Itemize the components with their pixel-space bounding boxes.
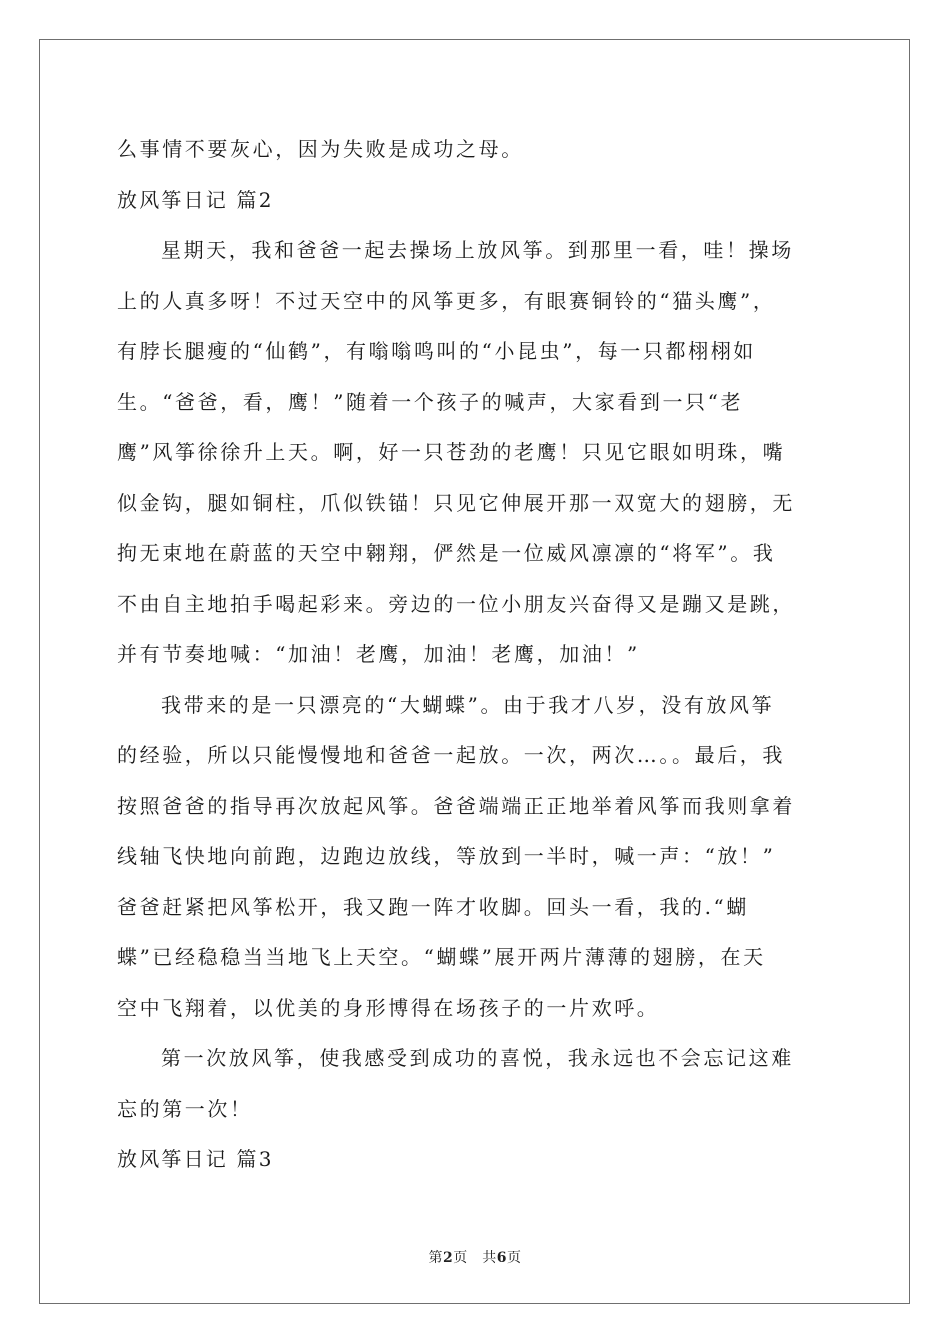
paragraph-line: 蝶”已经稳稳当当地飞上天空。“蝴蝶”展开两片薄薄的翅膀，在天 — [117, 945, 766, 969]
paragraph-line: 并有节奏地喊：“加油！老鹰，加油！老鹰，加油！” — [117, 642, 640, 666]
paragraph-line: 的经验，所以只能慢慢地和爸爸一起放。一次，两次…。。最后，我 — [117, 743, 785, 767]
footer-current-page: 2 — [443, 1250, 454, 1266]
footer-page-mid: 页 共 — [453, 1250, 497, 1266]
footer-page-suffix: 页 — [507, 1250, 522, 1266]
paragraph-line: 线轴飞快地向前跑，边跑边放线，等放到一半时，喊一声：“放！” — [117, 844, 776, 868]
section-heading: 放风筝日记 篇3 — [117, 1147, 274, 1171]
paragraph-line: 爸爸赶紧把风筝松开，我又跑一阵才收脚。回头一看，我的.“蝴 — [117, 894, 749, 919]
paragraph-line: 忘的第一次！ — [117, 1096, 253, 1121]
paragraph-line: 鹰”风筝徐徐升上天。啊，好一只苍劲的老鹰！只见它眼如明珠，嘴 — [117, 440, 786, 464]
paragraph-line: 第一次放风筝，使我感受到成功的喜悦，我永远也不会忘记这难 — [161, 1046, 794, 1070]
section-heading: 放风筝日记 篇2 — [117, 187, 274, 212]
paragraph-line: 按照爸爸的指导再次放起风筝。爸爸端端正正地举着风筝而我则拿着 — [117, 793, 795, 818]
document-body — [117, 124, 833, 1185]
paragraph-line: 似金钩，腿如铜柱，爪似铁锚！只见它伸展开那一双宽大的翅膀，无 — [117, 490, 795, 515]
paragraph-line: 上的人真多呀！不过天空中的风筝更多，有眼赛铜铃的“猫头鹰”， — [117, 288, 776, 313]
paragraph-line: 空中飞翔着，以优美的身形博得在场孩子的一片欢呼。 — [117, 995, 660, 1020]
paragraph-line: 有脖长腿瘦的“仙鹤”，有嗡嗡鸣叫的“小昆虫”，每一只都栩栩如 — [117, 339, 756, 363]
paragraph-line: 星期天，我和爸爸一起去操场上放风筝。到那里一看，哇！操场 — [161, 238, 794, 262]
footer-page-prefix: 第 — [428, 1250, 443, 1266]
paragraph-line: 么事情不要灰心，因为失败是成功之母。 — [117, 137, 524, 161]
paragraph-line: 拘无束地在蔚蓝的天空中翱翔，俨然是一位威风凛凛的“将军”。我 — [117, 541, 776, 565]
paragraph-line: 生。“爸爸，看，鹰！”随着一个孩子的喊声，大家看到一只“老 — [117, 389, 744, 414]
paragraph-line: 我带来的是一只漂亮的“大蝴蝶”。由于我才八岁，没有放风筝 — [161, 692, 775, 717]
footer-total-pages: 6 — [496, 1250, 507, 1266]
paragraph-line: 不由自主地拍手喝起彩来。旁边的一位小朋友兴奋得又是蹦又是跳， — [117, 591, 795, 616]
page-footer — [0, 1247, 950, 1267]
